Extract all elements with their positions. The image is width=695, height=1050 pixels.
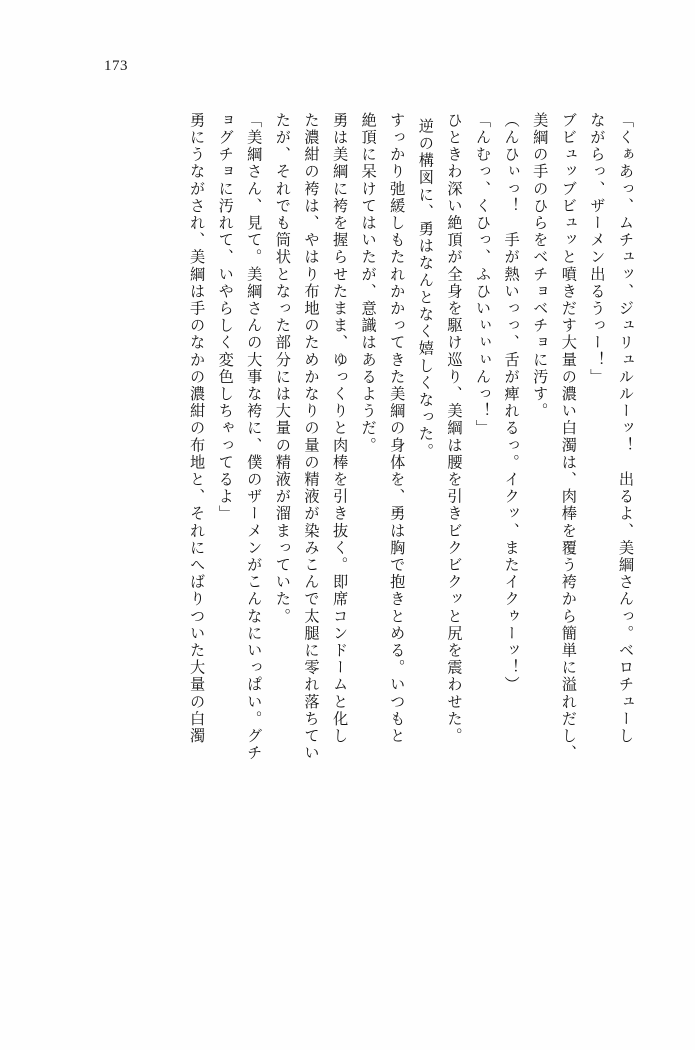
text-column: 勇にうながされ、美綱は手のなかの濃紺の布地と、それにへばりついた大量の白濁 xyxy=(188,112,207,745)
text-column: すっかり弛緩しもたれかかってきた美綱の身体を、勇は胸で抱きとめる。いつもと xyxy=(388,112,407,745)
text-column: ブビュッブビュッと噴きだす大量の濃い白濁は、肉棒を覆う袴から簡単に溢れだし、 xyxy=(559,112,578,762)
vertical-text-block xyxy=(62,112,633,972)
text-column: 「くぁあっ、ムチュッ、ジュリュルルーッ！ 出るよ、美綱さんっ。ベロチューし xyxy=(617,112,635,745)
text-column: たが、それでも筒状となった部分には大量の精液が溜まっていた。 xyxy=(273,112,292,625)
text-column: （んひぃっ！ 手が熱いっっ、舌が痺れるっ。イクッ、またイクゥーッ！） xyxy=(502,112,521,694)
text-column: た濃紺の袴は、やはり布地のためかなりの量の精液が染みこんで太腿に零れ落ちてい xyxy=(302,112,321,762)
text-column: 「んむっ、くひっ、ふひいぃぃぃんっ！」 xyxy=(474,112,493,437)
text-column: ながらっ、ザーメン出るうっー！」 xyxy=(588,112,607,386)
text-column: ひときわ深い絶頂が全身を駆け巡り、美綱は腰を引きビクビクッと尻を震わせた。 xyxy=(445,112,464,745)
text-column: 逆の構図に、勇はなんとなく嬉しくなった。 xyxy=(416,118,435,460)
text-column: 美綱の手のひらをベチョベチョに汚す。 xyxy=(531,112,550,420)
text-column: ョグチョに汚れて、いやらしく変色しちゃってるよ」 xyxy=(216,112,235,523)
text-column: 絶頂に呆けてはいたが、意識はあるようだ。 xyxy=(359,112,378,454)
text-column: 「美綱さん、見て。美綱さんの大事な袴に、僕のザーメンがこんなにいっぱい。グチ xyxy=(245,112,264,762)
text-column: 勇は美綱に袴を握らせたまま、ゆっくりと肉棒を引き抜く。即席コンドームと化し xyxy=(331,112,350,745)
page-number: 173 xyxy=(104,58,128,74)
